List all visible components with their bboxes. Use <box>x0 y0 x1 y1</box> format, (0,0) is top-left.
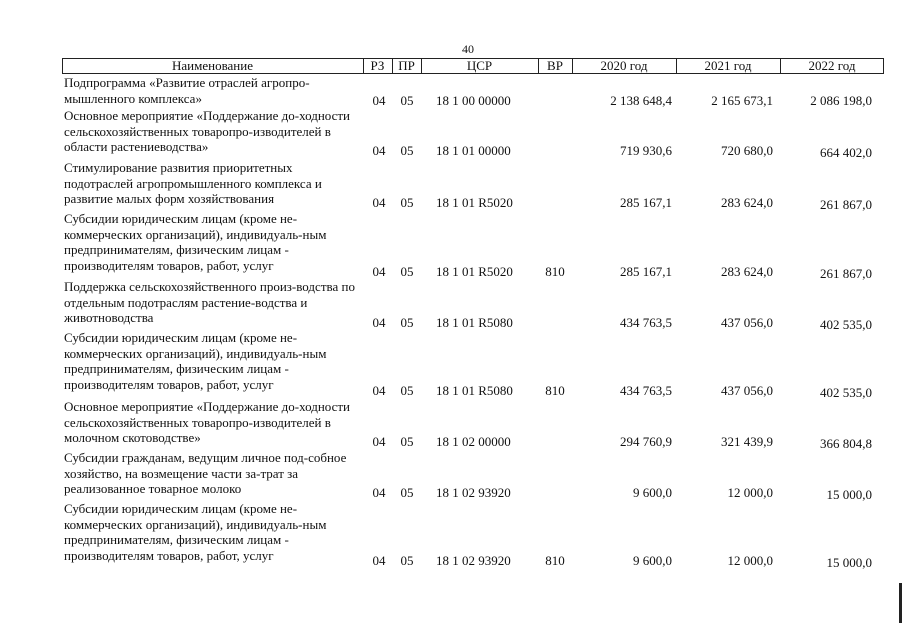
row-vr: 810 <box>545 383 565 398</box>
row-2020: 285 167,1 <box>620 195 672 210</box>
row-2022: 402 535,0 <box>820 317 872 332</box>
row-2020: 434 763,5 <box>620 315 672 330</box>
row-name: Основное мероприятие «Поддержание до-ходности сельскохозяйственных товаропро-изводителей в области растениеводства» <box>64 108 351 154</box>
row-2021: 720 680,0 <box>721 143 773 158</box>
row-name: Субсидии юридическим лицам (кроме не-коммерческих организаций), индивидуаль-ным предпринимателям, физическим лицам - производителям товаров, работ, услуг <box>64 211 327 273</box>
page-number: 40 <box>462 42 474 56</box>
header-rz: РЗ <box>370 58 385 73</box>
row-rz: 04 <box>372 434 386 449</box>
row-2021: 437 056,0 <box>721 383 773 398</box>
row-rz: 04 <box>372 143 386 158</box>
scan-edge-mark <box>899 583 902 623</box>
row-csr: 18 1 01 00000 <box>436 143 511 158</box>
header-2020: 2020 год <box>600 58 648 73</box>
row-csr: 18 1 01 R5020 <box>436 264 513 279</box>
row-rz: 04 <box>372 93 386 108</box>
row-pr: 05 <box>400 434 414 449</box>
row-2020: 9 600,0 <box>633 485 672 500</box>
row-2021: 283 624,0 <box>721 264 773 279</box>
row-pr: 05 <box>400 264 414 279</box>
row-vr: 810 <box>545 264 565 279</box>
row-rz: 04 <box>372 553 386 568</box>
header-vr: ВР <box>547 58 563 73</box>
row-name: Стимулирование развития приоритетных подотраслей агропромышленного комплекса и развитие малых форм хозяйствования <box>64 160 322 206</box>
header-2022: 2022 год <box>808 58 856 73</box>
row-2022: 15 000,0 <box>826 487 872 502</box>
row-2022: 261 867,0 <box>820 197 872 212</box>
row-vr: 810 <box>545 553 565 568</box>
row-rz: 04 <box>372 195 386 210</box>
row-pr: 05 <box>400 553 414 568</box>
header-name: Наименование <box>172 58 253 73</box>
row-csr: 18 1 02 93920 <box>436 553 511 568</box>
row-csr: 18 1 01 R5080 <box>436 383 513 398</box>
row-name: Субсидии гражданам, ведущим личное под-собное хозяйство, на возмещение части за-трат за реализованное товарное молоко <box>64 450 347 496</box>
row-2022: 366 804,8 <box>820 436 872 451</box>
row-2021: 2 165 673,1 <box>711 93 773 108</box>
row-csr: 18 1 02 00000 <box>436 434 511 449</box>
row-name: Поддержка сельскохозяйственного произ-водства по отдельным подотраслям растение-водства и животноводства <box>64 279 355 325</box>
row-2021: 12 000,0 <box>727 485 773 500</box>
row-2021: 283 624,0 <box>721 195 773 210</box>
row-csr: 18 1 01 R5080 <box>436 315 513 330</box>
row-2022: 402 535,0 <box>820 385 872 400</box>
row-name: Основное мероприятие «Поддержание до-ходности сельскохозяйственных товаропро-изводителей в молочном скотоводстве» <box>64 399 351 445</box>
row-rz: 04 <box>372 315 386 330</box>
row-pr: 05 <box>400 93 414 108</box>
row-2020: 9 600,0 <box>633 553 672 568</box>
row-pr: 05 <box>400 383 414 398</box>
row-name: Субсидии юридическим лицам (кроме не-коммерческих организаций), индивидуаль-ным предпринимателям, физическим лицам - производителям товаров, работ, услуг <box>64 330 327 392</box>
header-pr: ПР <box>398 58 415 73</box>
row-2020: 2 138 648,4 <box>610 93 672 108</box>
row-2022: 664 402,0 <box>820 145 872 160</box>
row-rz: 04 <box>372 485 386 500</box>
row-2021: 321 439,9 <box>721 434 773 449</box>
row-2021: 12 000,0 <box>727 553 773 568</box>
row-2021: 437 056,0 <box>721 315 773 330</box>
row-2020: 434 763,5 <box>620 383 672 398</box>
row-csr: 18 1 01 R5020 <box>436 195 513 210</box>
row-2022: 2 086 198,0 <box>810 93 872 108</box>
row-pr: 05 <box>400 315 414 330</box>
row-2020: 294 760,9 <box>620 434 672 449</box>
row-pr: 05 <box>400 195 414 210</box>
row-pr: 05 <box>400 485 414 500</box>
row-name: Подпрограмма «Развитие отраслей агропро-мышленного комплекса» <box>64 75 310 106</box>
row-rz: 04 <box>372 383 386 398</box>
header-csr: ЦСР <box>466 58 493 73</box>
row-2022: 15 000,0 <box>826 555 872 570</box>
row-2022: 261 867,0 <box>820 266 872 281</box>
row-csr: 18 1 02 93920 <box>436 485 511 500</box>
row-rz: 04 <box>372 264 386 279</box>
row-pr: 05 <box>400 143 414 158</box>
row-2020: 285 167,1 <box>620 264 672 279</box>
row-csr: 18 1 00 00000 <box>436 93 511 108</box>
header-2021: 2021 год <box>704 58 752 73</box>
row-name: Субсидии юридическим лицам (кроме не-коммерческих организаций), индивидуаль-ным предпринимателям, физическим лицам - производителям товаров, работ, услуг <box>64 501 327 563</box>
row-2020: 719 930,6 <box>620 143 672 158</box>
